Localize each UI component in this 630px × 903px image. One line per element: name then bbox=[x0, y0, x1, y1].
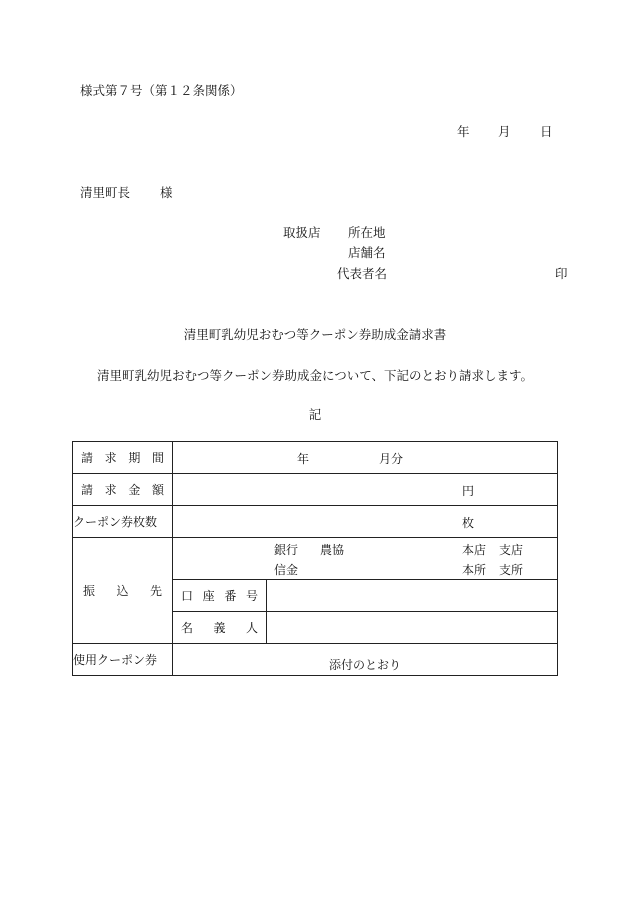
credit-label: 信金 bbox=[274, 563, 299, 577]
used-coupon-value: 添付のとおり bbox=[173, 644, 558, 676]
account-holder-label: 名 義 人 bbox=[173, 612, 267, 644]
branch-store-label: 支店 bbox=[499, 543, 524, 557]
transfer-label: 振 込 先 bbox=[73, 538, 173, 644]
count-unit: 枚 bbox=[462, 516, 475, 530]
date-year-label: 年 bbox=[457, 124, 470, 139]
shop-representative-label: 代表者名 bbox=[337, 266, 388, 281]
form-number: 様式第７号（第１２条関係） bbox=[80, 83, 243, 98]
document-intro: 清里町乳幼児おむつ等クーポン券助成金について、下記のとおり請求します。 bbox=[96, 368, 533, 383]
branch-office-label: 支所 bbox=[499, 563, 524, 577]
period-month-label: 月分 bbox=[379, 452, 404, 466]
table-row-count bbox=[73, 506, 558, 538]
table-row-transfer-bank bbox=[73, 538, 558, 580]
count-value-cell[interactable] bbox=[173, 506, 558, 538]
bank-name-cell[interactable] bbox=[173, 538, 558, 580]
amount-unit: 円 bbox=[462, 484, 475, 498]
agri-label: 農協 bbox=[320, 543, 345, 557]
account-number-field[interactable] bbox=[267, 580, 558, 612]
shop-address-label: 所在地 bbox=[348, 225, 386, 240]
date-day-label: 日 bbox=[540, 124, 553, 139]
used-coupon-label: 使用クーポン券 bbox=[73, 644, 173, 676]
account-number-label: 口 座 番 号 bbox=[173, 580, 267, 612]
claim-table bbox=[72, 441, 558, 676]
date-month-label: 月 bbox=[498, 124, 511, 139]
table-row-amount bbox=[73, 474, 558, 506]
count-label: クーポン券枚数 bbox=[73, 506, 173, 538]
table-row-used bbox=[73, 644, 558, 676]
period-value-cell[interactable] bbox=[173, 442, 558, 474]
head-store-label: 本店 bbox=[462, 543, 487, 557]
shop-name-label: 店舗名 bbox=[348, 245, 386, 260]
period-label: 請 求 期 間 bbox=[73, 442, 173, 474]
account-holder-field[interactable] bbox=[267, 612, 558, 644]
seal-mark: 印 bbox=[555, 266, 568, 281]
amount-value-cell[interactable] bbox=[173, 474, 558, 506]
bank-label: 銀行 bbox=[274, 543, 299, 557]
addressee: 清里町長 bbox=[80, 185, 131, 200]
period-year-label: 年 bbox=[297, 452, 310, 466]
amount-label: 請 求 金 額 bbox=[73, 474, 173, 506]
shop-label: 取扱店 bbox=[283, 225, 321, 240]
addressee-suffix: 様 bbox=[160, 185, 173, 200]
ki-heading: 記 bbox=[308, 407, 322, 422]
document-title: 清里町乳幼児おむつ等クーポン券助成金請求書 bbox=[183, 327, 447, 342]
head-office-label: 本所 bbox=[462, 563, 487, 577]
table-row-period bbox=[73, 442, 558, 474]
